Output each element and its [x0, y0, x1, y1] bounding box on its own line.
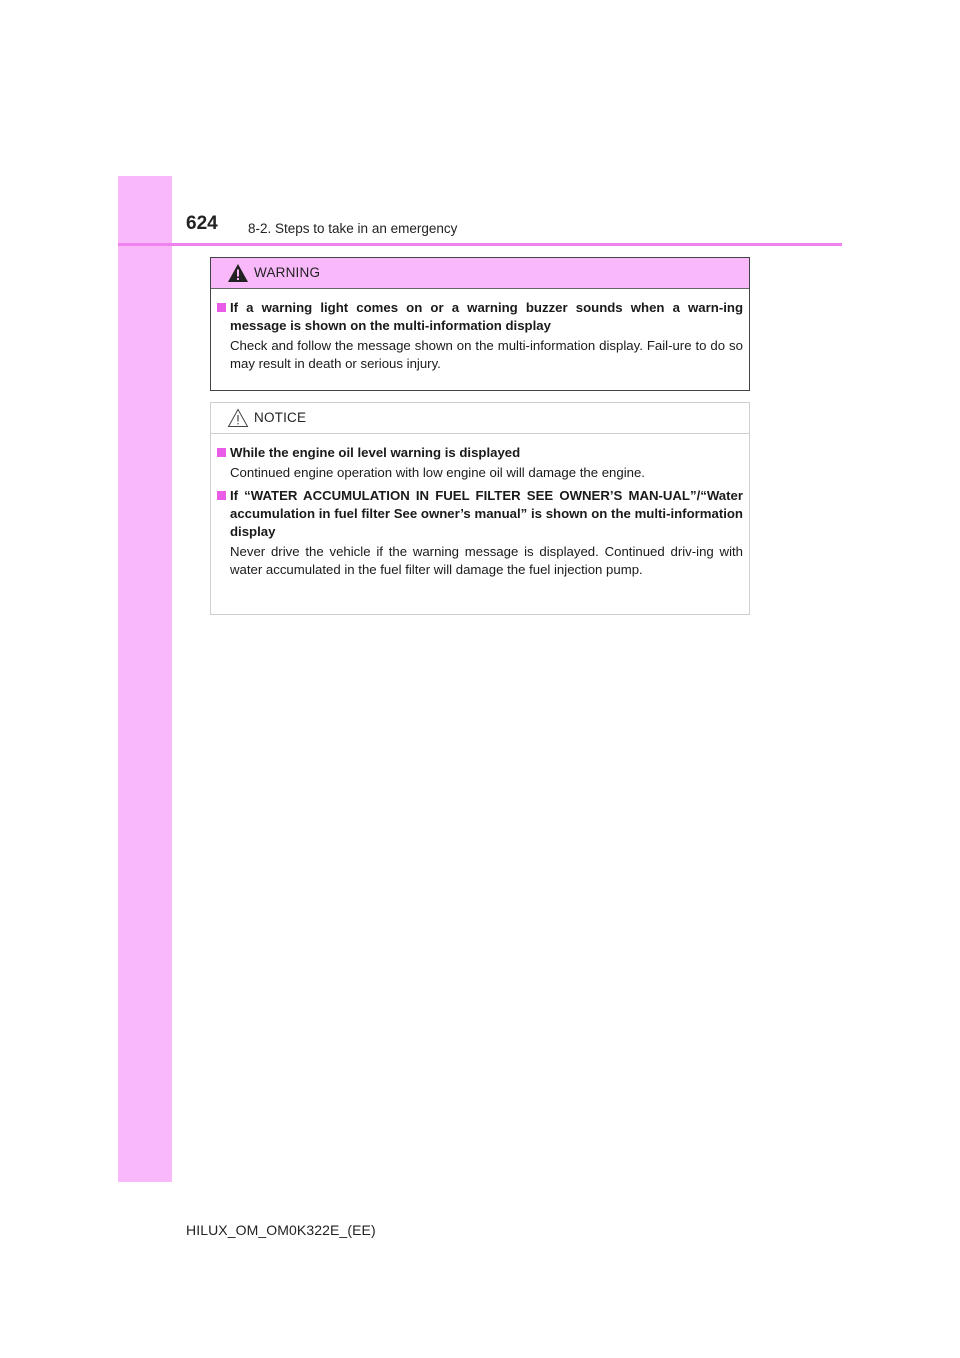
- notice-body: [211, 434, 749, 579]
- notice-box: [210, 402, 750, 615]
- warning-body: [211, 289, 749, 373]
- warning-item-title: [217, 299, 743, 335]
- bullet-square-icon: [217, 303, 226, 312]
- page-number: 624: [186, 213, 218, 234]
- notice-item: [217, 444, 743, 482]
- notice-item-text: Never drive the vehicle if the warning message is displayed. Continued driv-ing with water accumulated in the fuel filter will damage the fuel injection pump.: [230, 544, 743, 577]
- notice-item-text: Continued engine operation with low engine oil will damage the engine.: [230, 465, 645, 480]
- notice-item-title-text: If “WATER ACCUMULATION IN FUEL FILTER SEE OWNER’S MAN-UAL”/“Water accumulation in fuel filter See owner’s manual” is shown on the multi-information display: [230, 488, 743, 539]
- notice-item: [217, 487, 743, 579]
- warning-item-text: Check and follow the message shown on the multi-information display. Fail-ure to do so may result in death or serious injury.: [230, 338, 743, 371]
- warning-box: [210, 257, 750, 391]
- notice-header: [211, 403, 749, 434]
- notice-item-title-text: While the engine oil level warning is displayed: [230, 445, 521, 460]
- warning-header: [211, 258, 749, 289]
- warning-triangle-icon: [227, 263, 249, 283]
- warning-item: [217, 299, 743, 373]
- notice-item-title: [217, 487, 743, 541]
- section-title: 8-2. Steps to take in an emergency: [248, 221, 458, 236]
- bullet-square-icon: [217, 491, 226, 500]
- warning-label: WARNING: [254, 265, 321, 280]
- notice-item-title: [217, 444, 743, 462]
- header-rule: [118, 243, 842, 246]
- warning-item-title-text: If a warning light comes on or a warning buzzer sounds when a warn-ing message is shown on the multi-information display: [230, 300, 743, 333]
- footer-doc-code: HILUX_OM_OM0K322E_(EE): [186, 1222, 376, 1238]
- notice-label: NOTICE: [254, 410, 307, 425]
- side-tab: [118, 176, 172, 1182]
- bullet-square-icon: [217, 448, 226, 457]
- caution-triangle-outline-icon: [227, 408, 249, 428]
